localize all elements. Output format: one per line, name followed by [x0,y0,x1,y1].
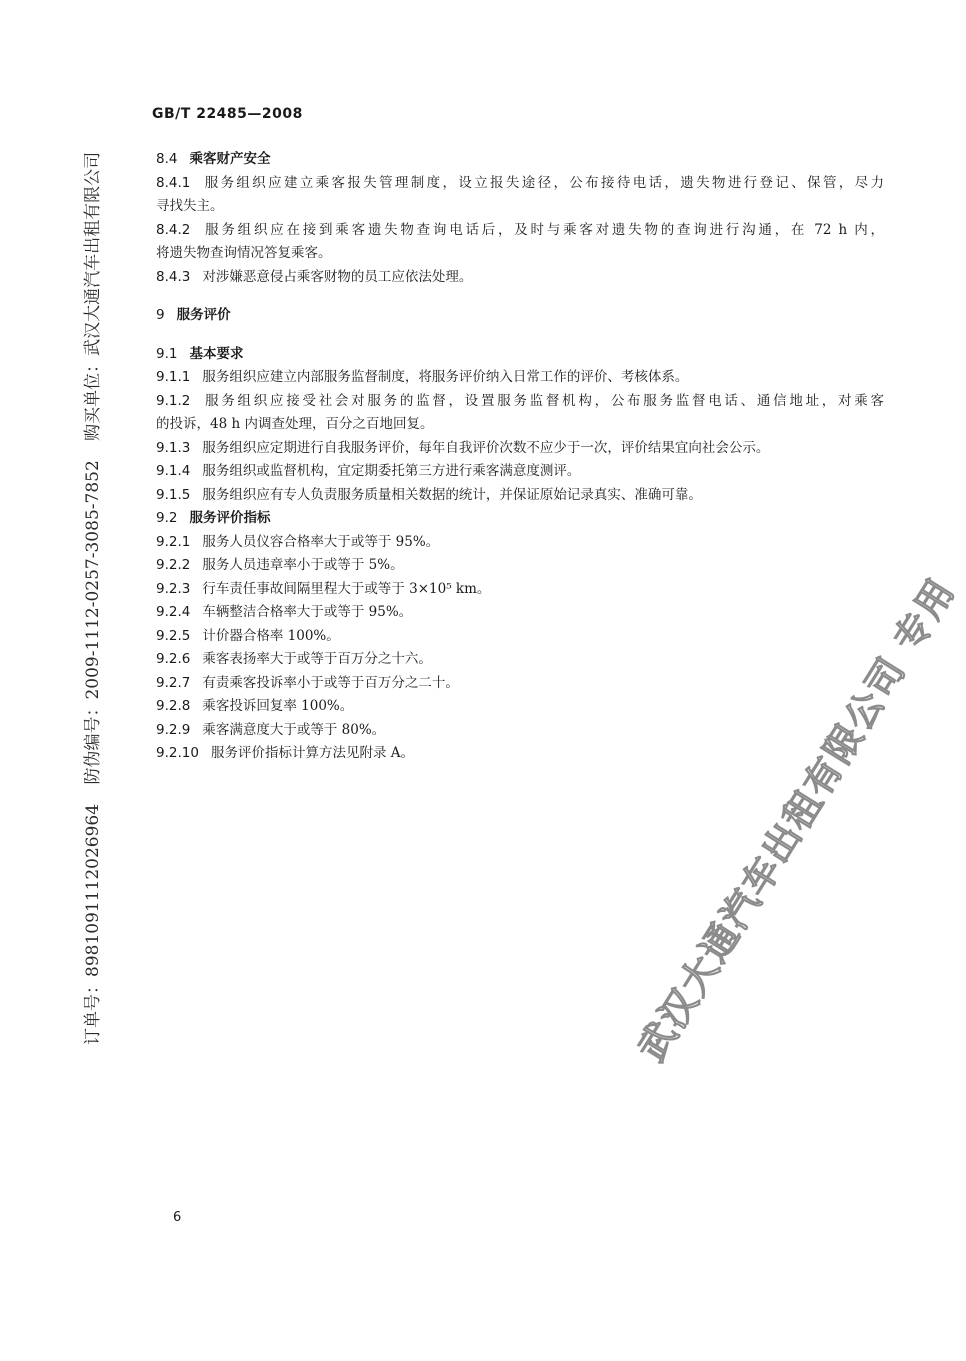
clause-text: 服务组织应接受社会对服务的监督，设置服务监督机构，公布服务监督电话、通信地址，对乘客 [202,392,884,409]
clause-text: 有责乘客投诉率小于或等于百万分之二十。 [202,674,459,691]
clause-number: 9.2.7 [156,674,191,691]
clause-line [156,554,884,578]
clause-text: 服务组织应在接到乘客遗失物查询电话后，及时与乘客对遗失物的查询进行沟通，在 72 h 内， [202,221,884,238]
clause-text: 服务组织应建立乘客报失管理制度，设立报失途径，公布接待电话，遗失物进行登记、保管，尽力 [202,174,884,191]
clause-number: 8.4.3 [156,268,191,285]
clause-line [156,672,884,696]
clause-line [156,242,884,266]
clause-text: 服务组织应定期进行自我服务评价，每年自我评价次数不应少于一次，评价结果宜向社会公示。 [202,439,770,456]
clause-line [156,719,884,743]
anti-fake-number: 防伪编号：2009-1112-0257-3085-7852 [83,460,103,785]
clause-line [156,695,884,719]
clause-text: 对涉嫌恶意侵占乘客财物的员工应依法处理。 [202,268,473,285]
clause-text: 将遗失物查询情况答复乘客。 [156,245,332,261]
clause-text: 乘客满意度大于或等于 80%。 [202,721,386,738]
clause-number: 9.1.1 [156,369,191,385]
clause-number: 9.2.8 [156,698,191,714]
clause-number: 9.2.3 [156,580,191,597]
section-heading [156,148,884,172]
clause-text: 服务人员仪容合格率大于或等于 95%。 [202,533,440,550]
clause-number: 9.2.5 [156,627,191,644]
document-body [156,148,884,766]
purchase-info-sidebar [78,85,104,1045]
clause-number: 9 [156,307,165,323]
clause-line [156,219,884,243]
clause-number: 8.4.1 [156,174,191,191]
clause-number: 9.2 [156,510,178,526]
clause-text: 乘客投诉回复率 100%。 [202,698,354,714]
clause-line [156,625,884,649]
clause-line [156,484,884,508]
clause-number: 9.2.10 [156,745,199,761]
watermark-stamp: 武汉大通汽车出租有限公司 专用 [629,570,964,1069]
clause-text: 车辆整洁合格率大于或等于 95%。 [202,604,413,620]
clause-line [156,742,884,766]
clause-line [156,531,884,555]
clause-number: 8.4 [156,151,178,167]
clause-text: 乘客表扬率大于或等于百万分之十六。 [202,651,432,667]
clause-line [156,266,884,290]
heading-text: 服务评价 [176,307,231,323]
clause-text: 寻找失主。 [156,198,224,214]
section-heading [156,507,884,531]
clause-line [156,648,884,672]
heading-text: 乘客财产安全 [189,151,271,167]
clause-text: 服务组织应有专人负责服务质量相关数据的统计，并保证原始记录真实、准确可靠。 [202,486,702,503]
clause-text: 服务组织或监督机构，宜定期委托第三方进行乘客满意度测评。 [202,463,581,479]
clause-number: 9.1.4 [156,463,191,479]
heading-text: 服务评价指标 [189,510,271,526]
clause-text: 服务组织应建立内部服务监督制度，将服务评价纳入日常工作的评价、考核体系。 [202,369,689,385]
clause-line [156,413,884,437]
clause-line [156,437,884,461]
clause-line [156,390,884,414]
clause-line [156,366,884,390]
clause-number: 9.2.4 [156,604,191,620]
clause-line [156,460,884,484]
clause-text: 行车责任事故间隔里程大于或等于 3×10⁵ km。 [202,580,491,597]
clause-text: 的投诉，48 h 内调查处理，百分之百地回复。 [156,416,434,432]
clause-text: 服务评价指标计算方法见附录 A。 [210,745,414,761]
clause-line [156,195,884,219]
buyer-unit: 购买单位：武汉大通汽车出租有限公司 [83,151,103,441]
clause-text: 计价器合格率 100%。 [202,627,340,644]
clause-number: 9.2.9 [156,721,191,738]
clause-line [156,578,884,602]
clause-number: 9.2.1 [156,533,191,550]
clause-number: 9.1.3 [156,439,191,456]
heading-text: 基本要求 [189,345,244,362]
page-number: 6 [173,1210,182,1225]
clause-line [156,601,884,625]
clause-number: 9.1 [156,345,178,362]
clause-number: 9.1.5 [156,486,191,503]
order-number: 订单号：8981091112026964 [83,803,103,1045]
clause-line [156,172,884,196]
clause-number: 9.2.6 [156,651,191,667]
section-heading [156,343,884,367]
clause-number: 9.2.2 [156,557,191,573]
standard-code: GB/T 22485—2008 [152,106,303,122]
clause-number: 8.4.2 [156,221,191,238]
clause-number: 9.1.2 [156,392,191,409]
clause-text: 服务人员违章率小于或等于 5%。 [202,557,404,573]
chapter-heading [156,304,884,328]
